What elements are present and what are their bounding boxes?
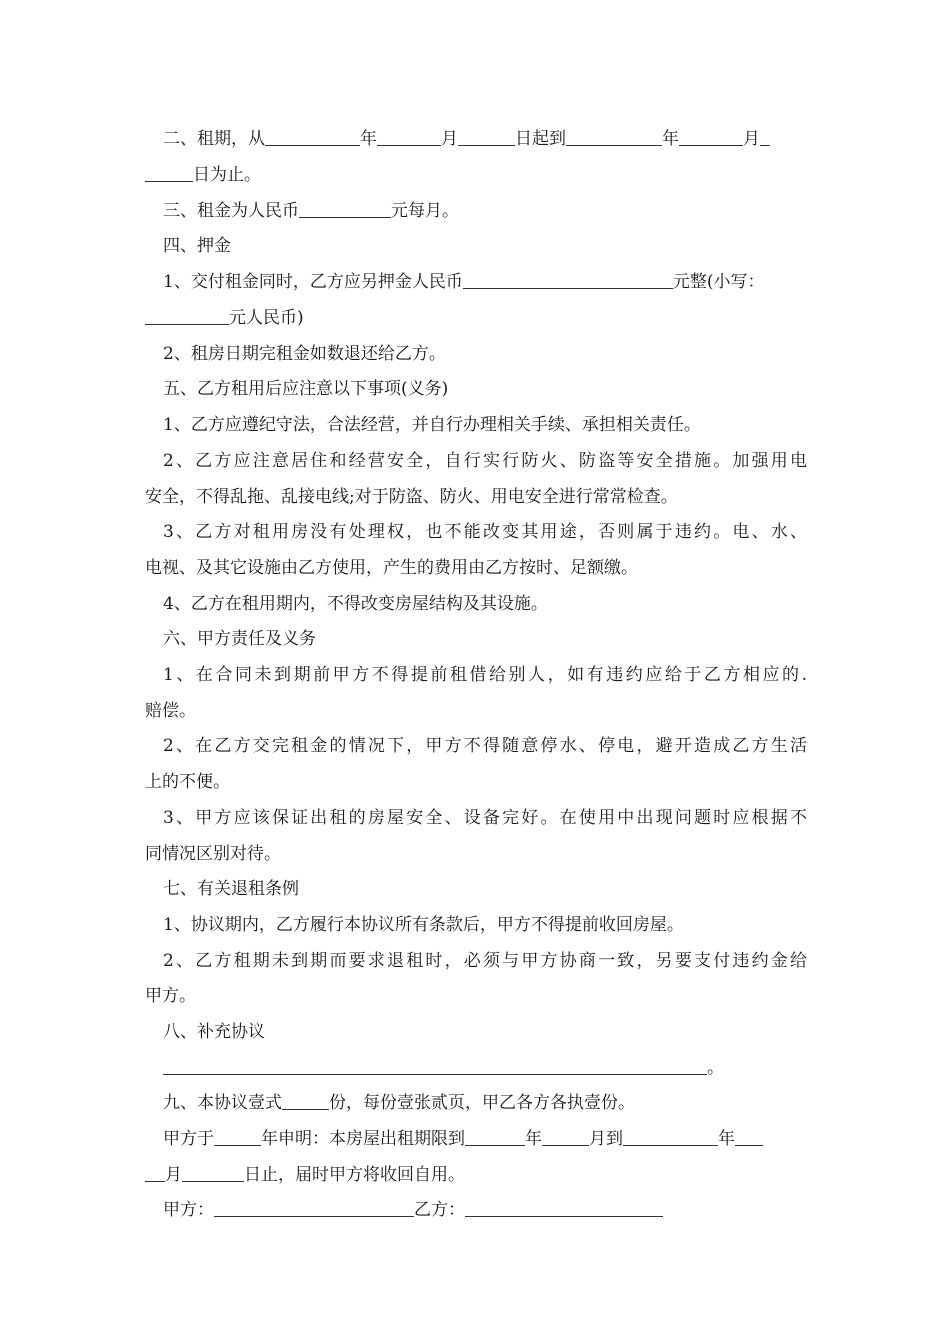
duty-item-3-cont: [145, 556, 807, 582]
blank-deposit-amount[interactable]: [463, 270, 673, 289]
text: 同情况区别对待。: [145, 844, 281, 864]
text: 元人民币): [229, 308, 304, 328]
text: 份，每份壹张贰页，甲乙各方各执壹份。: [329, 1093, 635, 1113]
lessor-declaration-cont: [145, 1163, 807, 1189]
party-b-label: 乙方：: [414, 1200, 465, 1220]
text: 3、甲方应该保证出租的房屋安全、设备完好。在使用中出现问题时应根据不: [163, 808, 807, 828]
text: 五、乙方租用后应注意以下事项(义务): [163, 379, 449, 399]
blank-declare-year[interactable]: [214, 1127, 261, 1146]
blank-term-end-year[interactable]: [623, 1127, 718, 1146]
blank-term-end-day[interactable]: [182, 1163, 244, 1182]
text: 三、租金为人民币: [163, 201, 299, 221]
text: 2、在乙方交完租金的情况下，甲方不得随意停水、停电，避开造成乙方生活: [163, 736, 807, 756]
lessor-item-3-cont: [145, 842, 807, 868]
supplementary-agreement-line: [163, 1056, 807, 1082]
text: 1、乙方应遵纪守法，合法经营，并自行办理相关手续、承担相关责任。: [163, 415, 701, 435]
clause-3-rent: [163, 199, 807, 225]
text: 元整(小写：: [672, 272, 765, 292]
text: 赔偿。: [145, 701, 196, 721]
lessor-item-1-cont: [145, 699, 807, 725]
text: 。: [707, 1058, 724, 1078]
text: 甲方于: [163, 1129, 214, 1149]
blank-deposit-lowercase[interactable]: [145, 306, 229, 325]
text: 日为止。: [193, 165, 261, 185]
text: 3、乙方对租用房没有处理权，也不能改变其用途，否则属于违约。电、水、: [163, 522, 807, 542]
lessor-item-2-cont: [145, 770, 807, 796]
text: 月: [165, 1165, 182, 1185]
text: 二、租期，从: [163, 129, 265, 149]
section-7-heading: [163, 877, 807, 903]
lessor-item-1: [163, 663, 807, 689]
blank-end-day[interactable]: [145, 163, 193, 182]
section-9-copies: [163, 1091, 807, 1117]
blank-term-month[interactable]: [542, 1127, 589, 1146]
text: 2、租房日期完租金如数退还给乙方。: [163, 344, 446, 364]
text: 元每月。: [391, 201, 459, 221]
text: 1、协议期内，乙方履行本协议所有条款后，甲方不得提前收回房屋。: [163, 915, 684, 935]
text: 4、乙方在租用期内，不得改变房屋结构及其设施。: [163, 594, 548, 614]
text: 六、甲方责任及义务: [163, 629, 316, 649]
blank-copies[interactable]: [282, 1091, 329, 1110]
lessor-item-3: [163, 806, 807, 832]
text: 年: [525, 1129, 542, 1149]
section-8-heading: [163, 1020, 807, 1046]
text: 1、交付租金同时，乙方应另押金人民币: [163, 272, 463, 292]
section-6-heading: [163, 627, 807, 653]
text: 七、有关退租条例: [163, 879, 299, 899]
section-5-heading: [163, 377, 807, 403]
text: 上的不便。: [145, 772, 230, 792]
clause-2-lease-term: [163, 127, 807, 153]
blank-end-day-start[interactable]: [760, 127, 770, 146]
clause-2-lease-term-cont: [145, 163, 807, 189]
blank-end-month[interactable]: [679, 127, 743, 146]
lessor-item-2: [163, 734, 807, 760]
duty-item-4: [163, 592, 807, 618]
text: 年申明：本房屋出租期限到: [261, 1129, 465, 1149]
text: 1、在合同未到期前甲方不得提前租借给别人，如有违约应给于乙方相应的.: [163, 665, 807, 685]
deposit-item-1-cont: [145, 306, 807, 332]
section-4-heading: [163, 234, 807, 260]
termination-item-2: [163, 949, 807, 975]
deposit-item-1: [163, 270, 807, 296]
text: 安全，不得乱拖、乱接电线;对于防盗、防火、用电安全进行常常检查。: [145, 487, 678, 507]
party-a-label: 甲方：: [163, 1200, 214, 1220]
deposit-item-2: [163, 342, 807, 368]
blank-term-end-month-start[interactable]: [735, 1127, 763, 1146]
text: 月: [743, 129, 760, 149]
text: 四、押金: [163, 236, 231, 256]
blank-start-month[interactable]: [377, 127, 441, 146]
text: 八、补充协议: [163, 1022, 265, 1042]
text: 年: [718, 1129, 735, 1149]
blank-supplementary[interactable]: [163, 1056, 707, 1075]
text: 日止，届时甲方将收回自用。: [244, 1165, 465, 1185]
blank-rent-amount[interactable]: [299, 199, 391, 218]
lessor-declaration: [163, 1127, 807, 1153]
duty-item-1: [163, 413, 807, 439]
duty-item-2-cont: [145, 485, 807, 511]
text: 2、乙方应注意居住和经营安全，自行实行防火、防盗等安全措施。加强用电: [163, 451, 807, 471]
signature-line: [163, 1198, 807, 1224]
blank-end-year[interactable]: [566, 127, 662, 146]
text: 日起到: [515, 129, 566, 149]
termination-item-1: [163, 913, 807, 939]
duty-item-2: [163, 449, 807, 475]
blank-term-year[interactable]: [465, 1127, 525, 1146]
text: 年: [360, 129, 377, 149]
duty-item-3: [163, 520, 807, 546]
text: 2、乙方租期未到期而要求退租时，必须与甲方协商一致，另要支付违约金给: [163, 951, 807, 971]
text: 年: [662, 129, 679, 149]
blank-start-year[interactable]: [265, 127, 360, 146]
text: 月到: [589, 1129, 623, 1149]
blank-term-end-month[interactable]: [145, 1163, 165, 1182]
text: 月: [441, 129, 458, 149]
blank-start-day[interactable]: [458, 127, 515, 146]
text: 甲方。: [145, 986, 196, 1006]
party-b-signature-field[interactable]: [465, 1198, 663, 1217]
text: 电视、及其它设施由乙方使用，产生的费用由乙方按时、足额缴。: [145, 558, 638, 578]
termination-item-2-cont: [145, 984, 807, 1010]
text: 九、本协议壹式: [163, 1093, 282, 1113]
party-a-signature-field[interactable]: [214, 1198, 414, 1217]
